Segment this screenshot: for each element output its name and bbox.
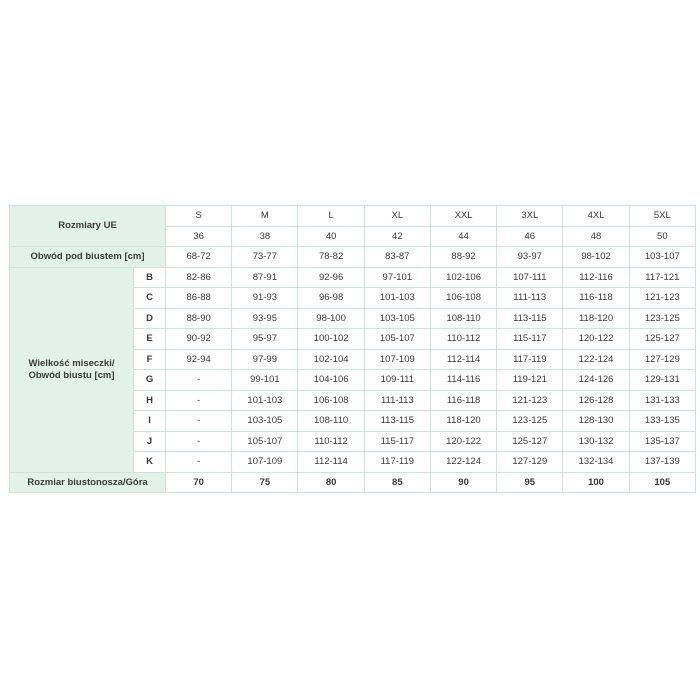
cup-value-cell: 96-98 — [298, 288, 364, 309]
cup-value-cell: 103-105 — [364, 308, 430, 329]
size-chart-table — [9, 205, 696, 493]
cup-value-cell: 129-131 — [629, 370, 695, 391]
cup-value-cell: 82-86 — [166, 267, 232, 288]
cup-letter-cell: F — [134, 349, 166, 370]
cup-value-cell: 102-106 — [430, 267, 496, 288]
underbust-cell: 78-82 — [298, 247, 364, 268]
cup-letter-cell: J — [134, 431, 166, 452]
cup-value-cell: 92-94 — [166, 349, 232, 370]
bra-size-cell: 70 — [166, 472, 232, 493]
cup-value-cell: 112-114 — [298, 452, 364, 473]
cup-value-cell: 123-125 — [629, 308, 695, 329]
cup-value-cell: 112-116 — [563, 267, 629, 288]
cup-value-cell: 114-116 — [430, 370, 496, 391]
cup-value-cell: 107-111 — [497, 267, 563, 288]
letter-size-cell: XXL — [430, 206, 496, 227]
cup-value-cell: - — [166, 411, 232, 432]
letter-size-cell: M — [232, 206, 298, 227]
cup-value-cell: 102-104 — [298, 349, 364, 370]
letter-size-cell: 3XL — [497, 206, 563, 227]
underbust-cell: 103-107 — [629, 247, 695, 268]
cup-value-cell: - — [166, 390, 232, 411]
underbust-cell: 93-97 — [497, 247, 563, 268]
cup-value-cell: 130-132 — [563, 431, 629, 452]
cup-value-cell: 103-105 — [232, 411, 298, 432]
cup-value-cell: 110-112 — [298, 431, 364, 452]
cup-value-cell: 126-128 — [563, 390, 629, 411]
cup-value-cell: 135-137 — [629, 431, 695, 452]
letter-size-cell: S — [166, 206, 232, 227]
cup-value-cell: - — [166, 370, 232, 391]
cup-value-cell: 113-115 — [497, 308, 563, 329]
number-size-cell: 36 — [166, 226, 232, 247]
cup-value-cell: 132-134 — [563, 452, 629, 473]
cup-letter-cell: C — [134, 288, 166, 309]
cup-letter-cell: B — [134, 267, 166, 288]
cup-value-cell: 118-120 — [563, 308, 629, 329]
cup-value-cell: 125-127 — [629, 329, 695, 350]
cup-value-cell: 124-126 — [563, 370, 629, 391]
cup-value-cell: 127-129 — [497, 452, 563, 473]
cup-value-cell: 118-120 — [430, 411, 496, 432]
number-size-cell: 46 — [497, 226, 563, 247]
cup-letter-cell: I — [134, 411, 166, 432]
bra-size-cell: 75 — [232, 472, 298, 493]
cup-letter-cell: E — [134, 329, 166, 350]
bra-size-cell: 105 — [629, 472, 695, 493]
cup-value-cell: 99-101 — [232, 370, 298, 391]
underbust-cell: 68-72 — [166, 247, 232, 268]
cup-group-label — [10, 267, 134, 472]
number-size-cell: 44 — [430, 226, 496, 247]
cup-value-cell: 100-102 — [298, 329, 364, 350]
cup-value-cell: 107-109 — [364, 349, 430, 370]
cup-value-cell: 133-135 — [629, 411, 695, 432]
cup-value-cell: 110-112 — [430, 329, 496, 350]
cup-group-label-line1: Wielkość miseczki/ — [28, 357, 115, 369]
cup-value-cell: 97-101 — [364, 267, 430, 288]
cup-value-cell: 119-121 — [497, 370, 563, 391]
cup-value-cell: 120-122 — [430, 431, 496, 452]
cup-letter-cell: D — [134, 308, 166, 329]
bra-size-cell: 90 — [430, 472, 496, 493]
number-size-cell: 38 — [232, 226, 298, 247]
cup-value-cell: - — [166, 431, 232, 452]
bra-size-row — [10, 472, 696, 493]
cup-value-cell: 86-88 — [166, 288, 232, 309]
cup-value-cell: 106-108 — [298, 390, 364, 411]
bra-size-cell: 85 — [364, 472, 430, 493]
cup-letter-cell: H — [134, 390, 166, 411]
letter-size-cell: 5XL — [629, 206, 695, 227]
number-size-cell: 40 — [298, 226, 364, 247]
cup-letter-cell: K — [134, 452, 166, 473]
cup-value-cell: 105-107 — [364, 329, 430, 350]
cup-value-cell: 120-122 — [563, 329, 629, 350]
number-size-cell: 42 — [364, 226, 430, 247]
cup-row — [10, 267, 696, 288]
number-size-cell: 50 — [629, 226, 695, 247]
bra-size-cell: 80 — [298, 472, 364, 493]
cup-value-cell: 105-107 — [232, 431, 298, 452]
cup-value-cell: 106-108 — [430, 288, 496, 309]
cup-value-cell: 88-90 — [166, 308, 232, 329]
cup-group-label-line2: Obwód biustu [cm] — [28, 370, 115, 381]
cup-value-cell: 108-110 — [298, 411, 364, 432]
cup-value-cell: 117-119 — [497, 349, 563, 370]
letter-size-cell: 4XL — [563, 206, 629, 227]
cup-value-cell: 116-118 — [563, 288, 629, 309]
bra-size-label: Rozmiar biustonosza/Góra — [10, 472, 166, 493]
number-size-cell: 48 — [563, 226, 629, 247]
cup-value-cell: 108-110 — [430, 308, 496, 329]
underbust-cell: 83-87 — [364, 247, 430, 268]
cup-value-cell: 111-113 — [364, 390, 430, 411]
cup-value-cell: 121-123 — [629, 288, 695, 309]
cup-value-cell: 122-124 — [430, 452, 496, 473]
underbust-cell: 88-92 — [430, 247, 496, 268]
cup-value-cell: 97-99 — [232, 349, 298, 370]
header-label: Rozmiary UE — [10, 206, 166, 247]
cup-value-cell: 98-100 — [298, 308, 364, 329]
cup-value-cell: 117-121 — [629, 267, 695, 288]
cup-value-cell: 101-103 — [232, 390, 298, 411]
underbust-cell: 73-77 — [232, 247, 298, 268]
cup-value-cell: 117-119 — [364, 452, 430, 473]
cup-value-cell: 115-117 — [364, 431, 430, 452]
cup-value-cell: 112-114 — [430, 349, 496, 370]
bra-size-cell: 95 — [497, 472, 563, 493]
cup-value-cell: 137-139 — [629, 452, 695, 473]
cup-value-cell: 101-103 — [364, 288, 430, 309]
cup-value-cell: 107-109 — [232, 452, 298, 473]
cup-value-cell: - — [166, 452, 232, 473]
cup-value-cell: 123-125 — [497, 411, 563, 432]
underbust-cell: 98-102 — [563, 247, 629, 268]
underbust-row — [10, 247, 696, 268]
cup-value-cell: 128-130 — [563, 411, 629, 432]
letter-size-cell: XL — [364, 206, 430, 227]
cup-value-cell: 104-106 — [298, 370, 364, 391]
letter-size-cell: L — [298, 206, 364, 227]
cup-value-cell: 111-113 — [497, 288, 563, 309]
cup-value-cell: 115-117 — [497, 329, 563, 350]
cup-value-cell: 91-93 — [232, 288, 298, 309]
cup-value-cell: 122-124 — [563, 349, 629, 370]
cup-value-cell: 131-133 — [629, 390, 695, 411]
cup-value-cell: 87-91 — [232, 267, 298, 288]
cup-value-cell: 116-118 — [430, 390, 496, 411]
cup-letter-cell: G — [134, 370, 166, 391]
cup-value-cell: 109-111 — [364, 370, 430, 391]
cup-value-cell: 127-129 — [629, 349, 695, 370]
cup-value-cell: 125-127 — [497, 431, 563, 452]
cup-value-cell: 90-92 — [166, 329, 232, 350]
cup-value-cell: 121-123 — [497, 390, 563, 411]
underbust-label: Obwód pod biustem [cm] — [10, 247, 166, 268]
cup-value-cell: 95-97 — [232, 329, 298, 350]
cup-value-cell: 92-96 — [298, 267, 364, 288]
bra-size-cell: 100 — [563, 472, 629, 493]
header-row-letter-sizes — [10, 206, 696, 227]
cup-value-cell: 113-115 — [364, 411, 430, 432]
cup-value-cell: 93-95 — [232, 308, 298, 329]
